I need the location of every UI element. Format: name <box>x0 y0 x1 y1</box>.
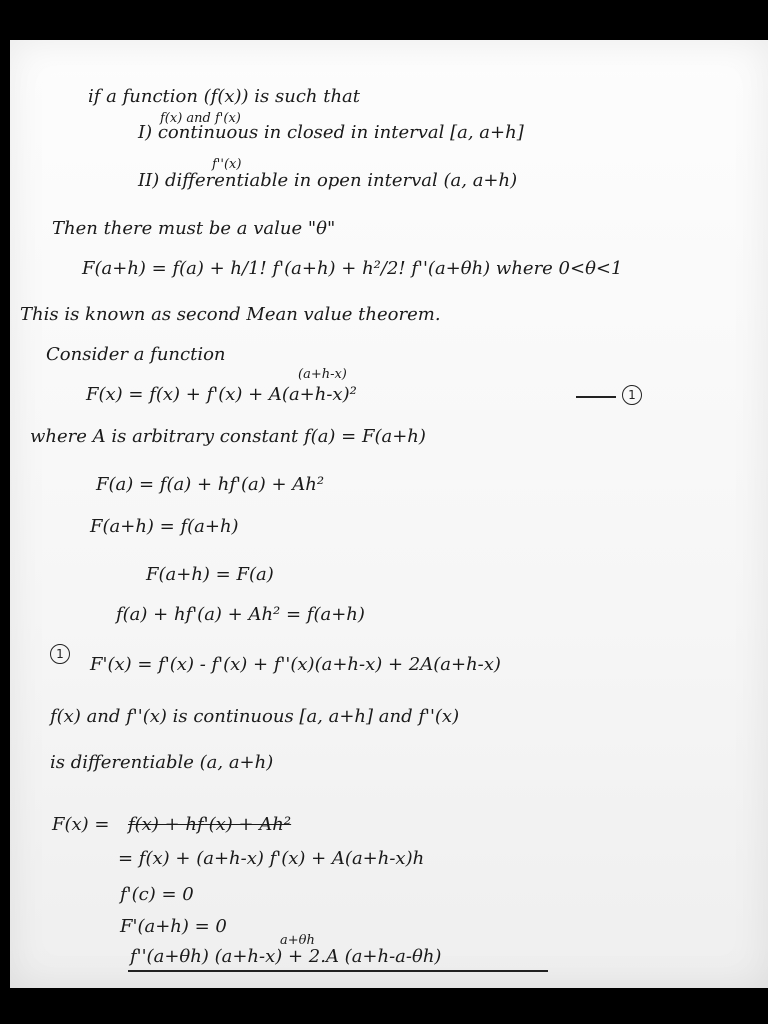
final-underline <box>128 970 548 972</box>
line-F-of-x-prefix: F(x) = <box>52 814 110 835</box>
equation-number-1: 1 <box>622 385 642 405</box>
notebook-page <box>10 40 768 988</box>
line-F-of-x-struck: f(x) + hf'(x) + Ah² <box>128 814 292 835</box>
line-f-prime-c: f'(c) = 0 <box>120 884 194 905</box>
equation-dash <box>576 396 616 398</box>
line-F-of-a-plus-h: F(a+h) = f(a+h) <box>90 516 239 537</box>
line-F-of-x-rewritten: = f(x) + (a+h-x) f'(x) + A(a+h-x)h <box>118 848 425 869</box>
line-F-prime: F'(x) = f'(x) - f'(x) + f''(x)(a+h-x) + 2A(a+h-x) <box>90 654 501 675</box>
line-differentiable-note: is differentiable (a, a+h) <box>50 752 274 773</box>
line-function-definition: if a function (f(x)) is such that <box>88 86 361 107</box>
line-continuity-superscript: f(x) and f'(x) <box>160 111 241 126</box>
line-function-F: F(x) = f(x) + f'(x) + A(a+h-x)² <box>86 384 357 405</box>
line-theorem-name: This is known as second Mean value theorem. <box>20 304 441 325</box>
line-F-of-a: F(a) = f(a) + hf'(a) + Ah² <box>96 474 325 495</box>
line-final-expression: f''(a+θh) (a+h-x) + 2.A (a+h-a-θh) <box>130 946 442 967</box>
equation-number-1-reference: 1 <box>50 644 70 664</box>
line-differentiability-condition: II) differentiable in open interval (a, a+h) <box>138 170 518 191</box>
line-differentiability-superscript: f''(x) <box>212 157 242 172</box>
line-arbitrary-constant: where A is arbitrary constant f(a) = F(a+h) <box>30 426 426 447</box>
line-consider-function: Consider a function <box>46 344 226 365</box>
line-theta-statement: Then there must be a value "θ" <box>52 218 336 239</box>
line-expanded-equality: f(a) + hf'(a) + Ah² = f(a+h) <box>116 604 365 625</box>
line-continuity-note: f(x) and f''(x) is continuous [a, a+h] and f''(x) <box>50 706 460 727</box>
line-function-superscript: (a+h-x) <box>298 367 347 382</box>
line-theorem-formula: F(a+h) = f(a) + h/1! f'(a+h) + h²/2! f''(a+θh) where 0<θ<1 <box>82 258 623 279</box>
line-final-superscript: a+θh <box>280 933 315 948</box>
line-continuity-condition: I) continuous in closed in interval [a, a+h] <box>138 122 524 143</box>
line-F-equality: F(a+h) = F(a) <box>146 564 274 585</box>
line-F-prime-a-plus-h: F'(a+h) = 0 <box>120 916 227 937</box>
